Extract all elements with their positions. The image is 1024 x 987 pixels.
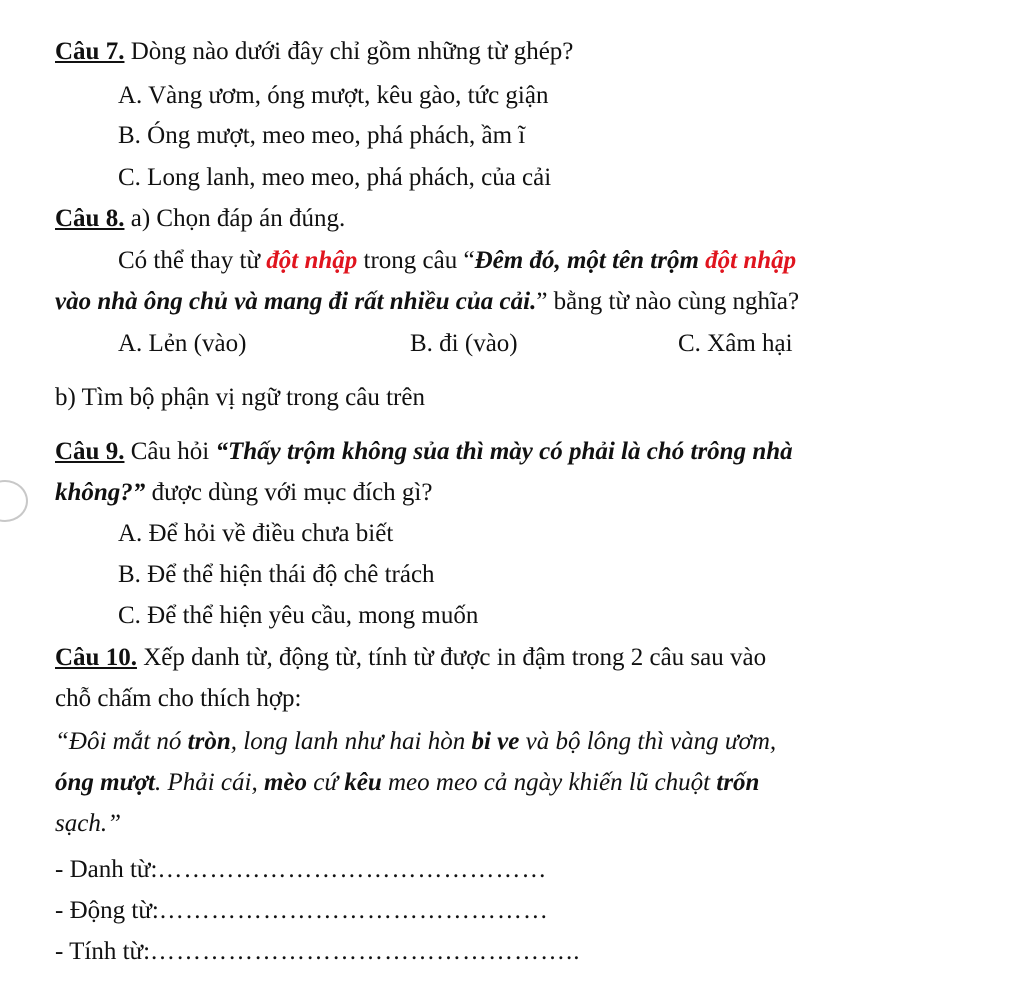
q10-passage-line1 [55,726,776,758]
q8-part-a: a) Chọn đáp án đúng. [124,205,346,232]
q9-quote-b: không?” [55,479,146,506]
q7-title [55,36,573,68]
q10-label: Câu 10. [55,644,137,671]
q8-part-b: b) Tìm bộ phận vị ngữ trong câu trên [55,384,425,411]
q10-line1 [55,642,766,674]
q9-quote-a: “Thấy trộm không sủa thì mày có phải là chó trông nhà [215,438,793,465]
edge-circle-decoration [0,480,28,522]
q10-p4: . Phải cái, [154,769,264,796]
q10-p2: , long lanh như hai hòn [230,728,472,755]
q10-fill-noun-label: - Danh từ: [55,856,158,883]
q9-option-a: A. Để hỏi về điều chưa biết [118,520,394,547]
q10-fill-noun-dots: ……………………………………… [157,856,548,883]
q8-sentence-a: Đêm đó, một tên trộm [474,247,706,274]
q7-option-b: B. Óng mượt, meo meo, phá phách, ầm ĩ [118,122,526,149]
q8-line2 [55,286,799,318]
q10-fill-noun [55,854,547,886]
q10-p3: và bộ lông thì vàng ươm, [519,728,777,755]
q10-fill-adj-dots: ………………………………………….. [150,938,581,965]
q10-word-bive: bi ve [471,728,520,755]
q10-fill-verb-label: - Động từ: [55,897,159,924]
q10-text-a: Xếp danh từ, động từ, tính từ được in đậm trong 2 câu sau vào [136,644,767,671]
q9-option-c: C. Để thể hiện yêu cầu, mong muốn [118,602,479,629]
q9-line1 [55,436,793,468]
q10-p7: sạch.” [55,810,121,837]
q8-highlight-2: đột nhập [705,247,797,274]
q10-fill-verb [55,895,549,927]
q8-line1-pre: Có thể thay từ [118,247,267,274]
q10-p6: meo meo cả ngày khiến lũ chuột [381,769,717,796]
q8-line1 [118,245,796,277]
q10-word-meo: mèo [263,769,308,796]
q10-p5: cứ [307,769,345,796]
q9-line2 [55,477,432,509]
q8-label: Câu 8. [55,205,125,232]
q10-fill-adj [55,936,581,968]
q10-word-keu: kêu [344,769,382,796]
q8-option-b: B. đi (vào) [410,330,518,357]
q8-highlight-1: đột nhập [266,247,358,274]
q10-fill-verb-dots: ……………………………………… [158,897,549,924]
q8-option-c: C. Xâm hại [678,330,793,357]
q10-word-tron: tròn [187,728,231,755]
q9-post: được dùng với mục đích gì? [145,479,433,506]
q10-text-b: chỗ chấm cho thích hợp: [55,685,302,712]
q8-line1-mid: trong câu “ [357,247,475,274]
q10-p1: “Đôi mắt nó [55,728,188,755]
q8-title [55,203,345,235]
q10-word-ongmuot: óng mượt [55,769,155,796]
q8-line2-post: ” bằng từ nào cùng nghĩa? [536,288,800,315]
q9-label: Câu 9. [55,438,125,465]
q9-option-b: B. Để thể hiện thái độ chê trách [118,561,435,588]
q10-fill-adj-label: - Tính từ: [55,938,151,965]
q9-pre: Câu hỏi [124,438,216,465]
q8-option-a: A. Lẻn (vào) [118,330,247,357]
q7-option-a: A. Vàng ươm, óng mượt, kêu gào, tức giận [118,82,549,109]
q10-word-tron2: trốn [716,769,760,796]
q7-question: Dòng nào dưới đây chỉ gồm những từ ghép? [124,38,574,65]
q7-option-c: C. Long lanh, meo meo, phá phách, của cải [118,164,552,191]
q8-sentence-b: vào nhà ông chủ và mang đi rất nhiều của cải. [55,288,537,315]
q7-label: Câu 7. [55,38,125,65]
q10-passage-line2 [55,767,759,799]
